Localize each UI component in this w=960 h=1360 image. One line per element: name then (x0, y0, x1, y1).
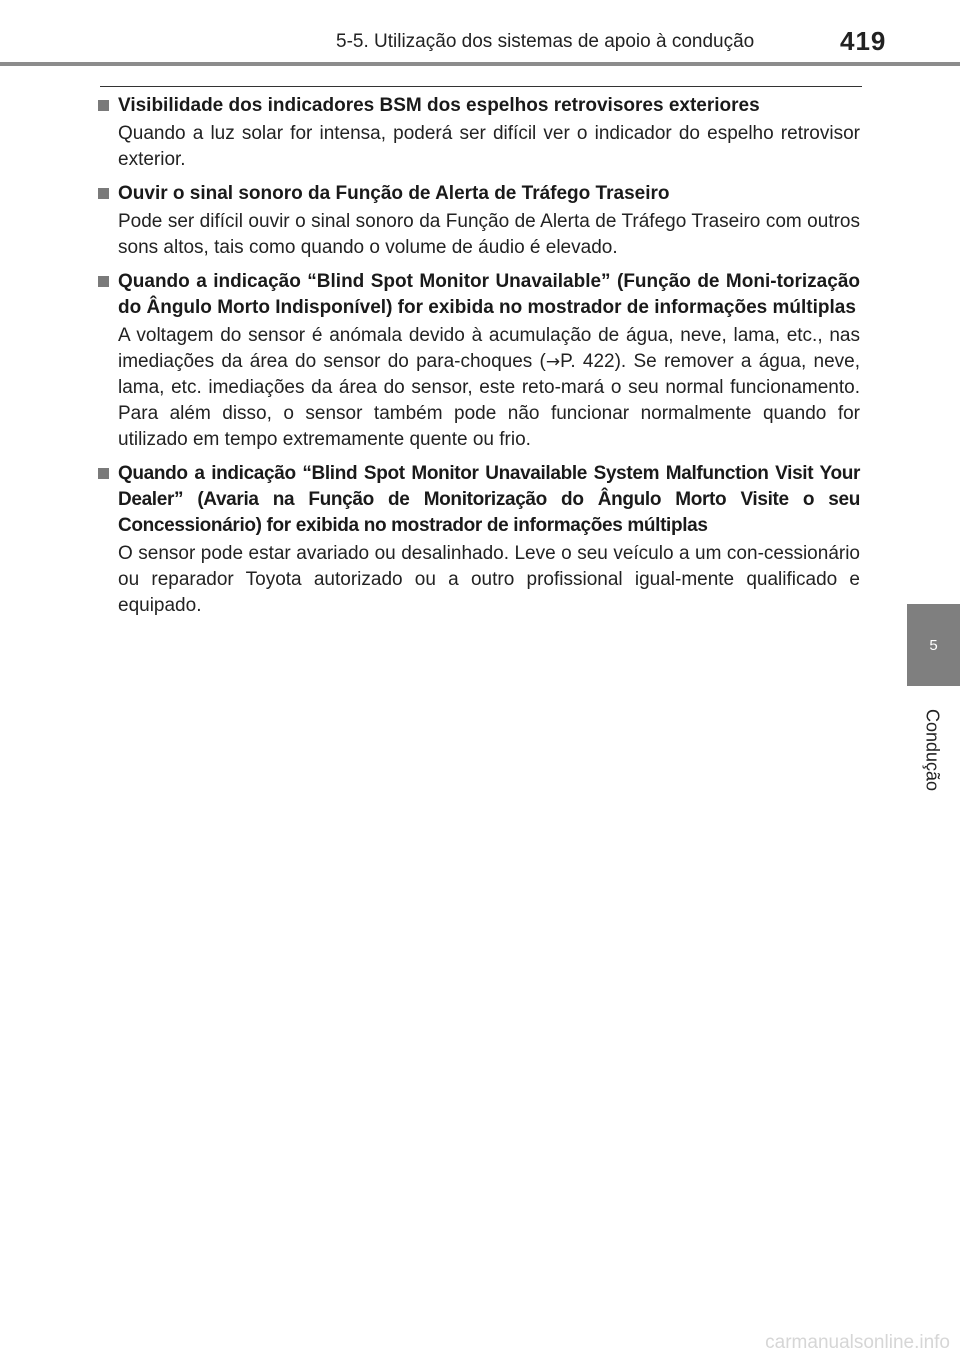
section-heading (98, 93, 860, 119)
page-content (98, 93, 860, 627)
section-heading-text: Ouvir o sinal sonoro da Função de Alerta de Tráfego Traseiro (118, 183, 670, 204)
section-body (118, 323, 860, 453)
header-divider (0, 62, 960, 66)
right-arrow-icon: → (545, 352, 561, 372)
section-rear-traffic-alert-sound (98, 181, 860, 261)
square-bullet-icon (98, 276, 109, 287)
section-heading-text: Visibilidade dos indicadores BSM dos espelhos retrovisores exteriores (118, 95, 760, 116)
section-body-text: ). Se remover a água, neve, lama, etc. imediações da área do sensor, este reto-mará o seu normal funcionamento. Para além disso, o sensor também pode não funcionar normalmente quando for utilizado em tempo extremamente quente ou frio. (118, 351, 861, 450)
section-heading-text: Quando a indicação “Blind Spot Monitor Unavailable” (Função de Moni-torização do Ângulo Morto Indisponível) for exibida no mostrador de informações múltiplas (118, 271, 860, 318)
square-bullet-icon (98, 468, 109, 479)
watermark: carmanualsonline.info (765, 1332, 950, 1353)
page-reference-link[interactable]: P. 422 (560, 351, 615, 372)
chapter-tab[interactable] (907, 604, 960, 686)
square-bullet-icon (98, 188, 109, 199)
section-heading (98, 181, 860, 207)
section-heading-text: Quando a indicação “Blind Spot Monitor Unavailable System Malfunction Visit Your Dealer” (Avaria na Função de Monitorização do Ângulo Morto Visite o seu Concessionário) for exibida no mostrador de informações múltiplas (118, 463, 860, 536)
content-divider (100, 86, 862, 87)
section-bsm-indicator-visibility (98, 93, 860, 173)
section-body: O sensor pode estar avariado ou desalinhado. Leve o seu veículo a um con-cessionário ou reparador Toyota autorizado ou a outro profissional igual-mente qualificado e equipado. (118, 543, 860, 616)
section-bsm-system-malfunction (98, 461, 860, 619)
section-bsm-unavailable (98, 269, 860, 453)
section-heading (98, 269, 860, 321)
chapter-number: 5 (929, 636, 938, 654)
section-title: 5-5. Utilização dos sistemas de apoio à condução (336, 31, 755, 52)
section-body: Quando a luz solar for intensa, poderá ser difícil ver o indicador do espelho retrovisor exterior. (118, 123, 860, 170)
square-bullet-icon (98, 100, 109, 111)
section-heading (98, 461, 860, 539)
chapter-label: Condução (922, 708, 943, 792)
section-body: Pode ser difícil ouvir o sinal sonoro da Função de Alerta de Tráfego Traseiro com outros sons altos, tais como quando o volume de áudio é elevado. (118, 211, 860, 258)
page-number: 419 (840, 26, 887, 56)
section-body-text: A voltagem do sensor é anómala devido à acumulação de água, neve, lama, etc., nas imediações da área do sensor do para-choques ( (118, 325, 860, 372)
